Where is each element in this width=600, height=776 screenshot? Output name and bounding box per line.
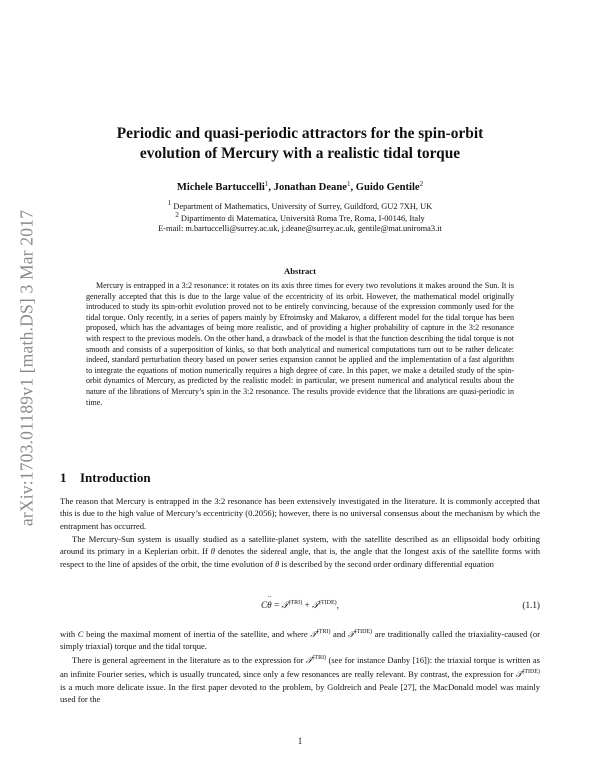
tide-superscript: (TIDE) (354, 629, 373, 635)
paper-title (60, 124, 540, 164)
paragraph-3 (60, 626, 540, 653)
author-name: Michele Bartuccelli (176, 182, 265, 193)
affiliation-1 (60, 199, 540, 211)
eq-theta-ddot: ¨ θ (267, 600, 272, 610)
author-name: Guido Gentile (355, 182, 420, 193)
equation-1-1 (60, 600, 540, 614)
eq-moment-symbol: C (261, 600, 268, 610)
paragraph-text: are traditionally called the triaxiality-caused (or simply triaxial) torque and the tidal torque. (60, 629, 540, 652)
paragraph-text: The Mercury-Sun system is usually studied as a satellite-planet system, with the satellite described as an ellipsoidal body orbiting around its primary in a Keplerian orbit. If (60, 534, 540, 557)
eq-comma: , (336, 600, 339, 610)
section-title: Introduction (80, 470, 151, 485)
author-separator: , (350, 182, 356, 193)
eq-torque-symbol: 𝒯 (281, 600, 289, 610)
torque-symbol: 𝒯 (305, 655, 313, 665)
torque-symbol: 𝒯 (515, 669, 523, 680)
tri-superscript: (TRI) (316, 629, 331, 635)
paragraph-text: is a much more delicate issue. In the first paper devoted to the problem, by Goldreich and Peale [27], the MacDonald model was mainly used for the (60, 681, 540, 705)
paragraph-text: There is general agreement in the literature as to the expression for (72, 655, 306, 665)
author-affiliation-mark: 2 (419, 180, 424, 188)
section-heading (60, 470, 151, 486)
page-number: 1 (297, 736, 303, 746)
eq-plus: + (302, 600, 312, 610)
title-line-2: evolution of Mercury with a realistic tidal torque (139, 145, 461, 162)
abstract-heading: Abstract (284, 266, 316, 276)
paragraph-text: is described by the second order ordinary differential equation (279, 558, 494, 569)
torque-symbol: 𝒯 (310, 629, 317, 639)
affiliation-mark: 1 (167, 199, 172, 207)
eq-tri-superscript: (TRI) (288, 600, 303, 606)
theta-symbol: θ (210, 546, 215, 557)
torque-symbol: 𝒯 (347, 629, 355, 639)
eq-tide-superscript: (TIDE) (319, 600, 337, 606)
author-affiliation-mark: 1 (346, 180, 351, 188)
abstract-text: Mercury is entrapped in a 3:2 resonance: it rotates on its axis three times for every two revolutions it makes around the Sun. It is generally accepted that this is due to the large value of the eccentricity of its orbit. However, the mathematical model originally introduced to study its spin-orbit evolution proved not to be entirely convincing, because of the expression commonly used for the tidal torque. Only recently, in a series of papers mainly by Efroimsky and Makarov, a different model for the tidal torque has been proposed, which has the advantages of being more realistic, and of providing a higher probability of capture in the 3:2 resonance with respect to the previous models. On the other hand, a drawback of the model is that the function describing the tidal torque is not smooth and consists of a superposition of kinks, so that both analytical and numerical computations turn out to be rather delicate: indeed, standard perturbation theory based on power series expansion cannot be applied and the implementation of a fast algorithm to integrate the equations of motion numerically requires a high degree of care. In this paper, we make a detailed study of the spin-orbit dynamics of Mercury, as predicted by the realistic model: in particular, we present numerical and analytical results about the nature of the librations of Mercury’s spin in the 3:2 resonance. The results provide evidence that the librations are quasi-periodic in time. (86, 281, 514, 407)
paragraph-text: with (60, 629, 78, 639)
arxiv-identifier[interactable]: arXiv:1703.01189v1 [math.DS] 3 Mar 2017 (16, 209, 37, 527)
arxiv-identifier-sidebar (14, 178, 40, 558)
author-name: Jonathan Deane (273, 182, 347, 193)
affiliation-2 (60, 211, 540, 223)
equation-number: (1.1) (522, 600, 540, 610)
affiliation-mark: 2 (175, 211, 179, 219)
paragraph-2 (60, 533, 540, 570)
author-affiliation-mark: 1 (264, 180, 269, 188)
author-emails[interactable]: E-mail: m.bartuccelli@surrey.ac.uk, j.deane@surrey.ac.uk, gentile@mat.uniroma3.it (158, 224, 442, 233)
title-line-1: Periodic and quasi-periodic attractors for the spin-orbit (116, 125, 484, 142)
moment-symbol: C (77, 629, 84, 639)
paragraph-1: The reason that Mercury is entrapped in the 3:2 resonance has been extensively investigated in the literature. It is commonly accepted that this is due to the high value of Mercury’s eccentricity (0.2056); however, there is no universal consensus about the mechanism by which the entrapment has occurred. (60, 496, 540, 531)
affiliation-text: Department of Mathematics, University of Surrey, Guildford, GU2 7XH, UK (173, 202, 433, 211)
tri-superscript: (TRI) (312, 655, 327, 661)
section-number: 1 (60, 470, 67, 485)
author-separator: , (268, 182, 274, 193)
paragraph-text: denotes the sidereal angle, that is, the angle that the longest axis of the satellite forms with respect to the line of apsides of the orbit, the time evolution of (60, 546, 540, 569)
paragraph-4 (60, 652, 540, 705)
equation-body (60, 600, 540, 611)
eq-torque-symbol: 𝒯 (311, 600, 319, 610)
tide-superscript: (TIDE) (522, 669, 540, 676)
paragraph-text: and (330, 629, 348, 639)
affiliation-text: Dipartimento di Matematica, Università Roma Tre, Roma, I-00146, Italy (180, 214, 425, 223)
author-list (60, 180, 540, 193)
paragraph-text: (see for instance Danby [16]): the triaxial torque is written as an infinite Fourier series, which is usually truncated, since only a few resonances are really relevant. By contrast, the expression for (60, 655, 540, 680)
eq-equals: = (271, 600, 282, 610)
paragraph-text: being the maximal moment of inertia of the satellite, and where (83, 629, 311, 639)
theta-symbol: θ (275, 558, 280, 569)
